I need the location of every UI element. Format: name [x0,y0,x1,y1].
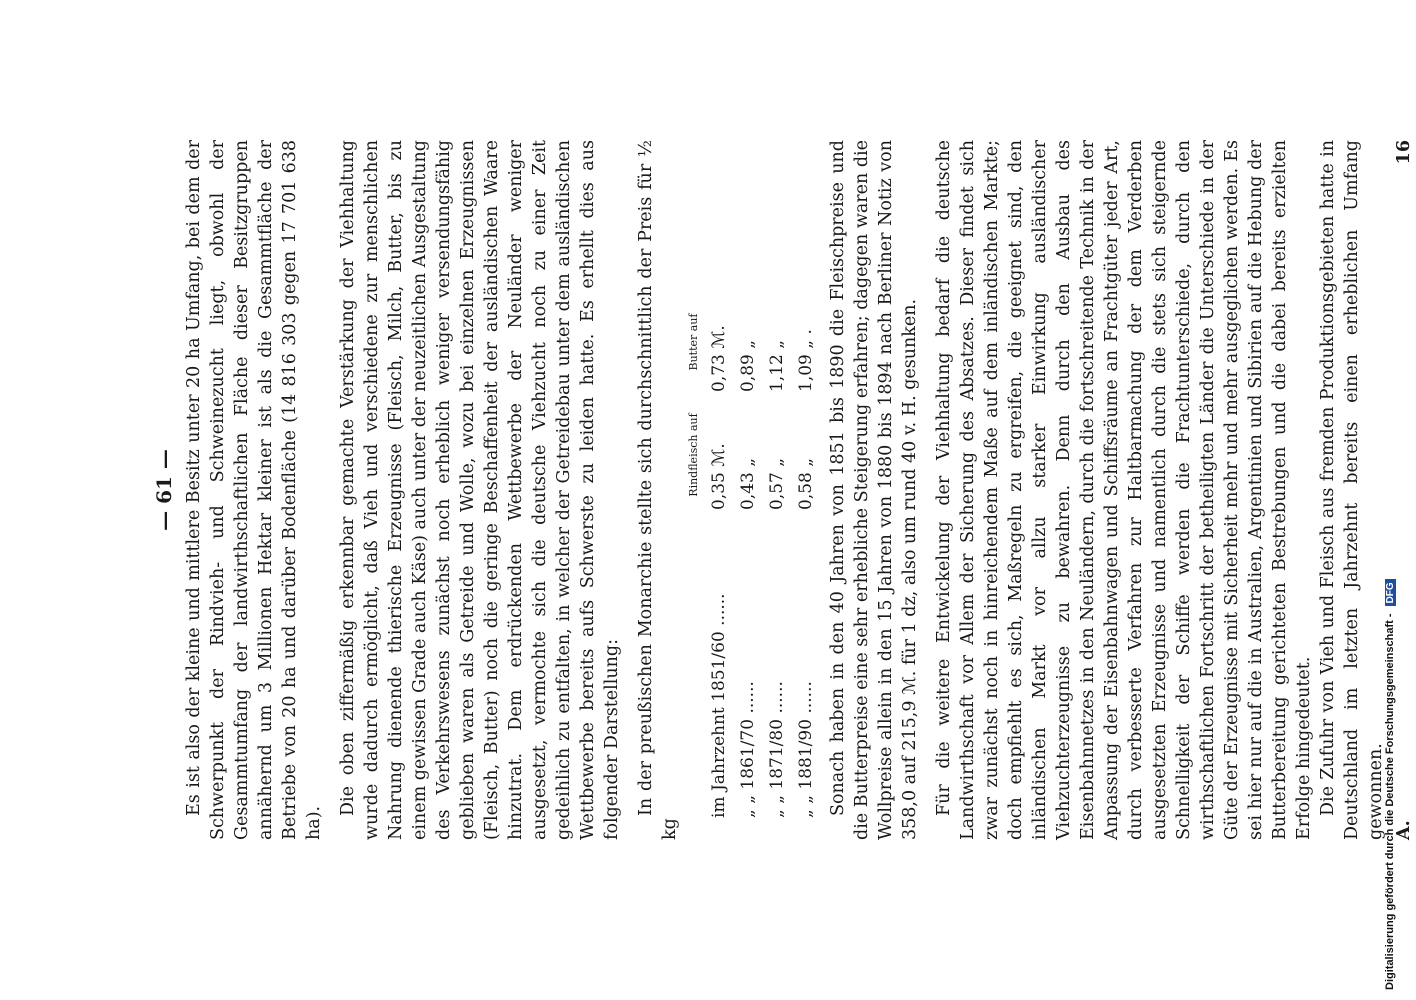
beef-price: 0,57 „ [766,457,787,510]
row-label: „ „ 1871/80 ...... [766,681,787,818]
table-header-spacer [688,514,704,822]
table-row [791,288,820,822]
digitization-text: Digitalisierung gefördert durch die Deutsche Forschungsgemeinschaft - [1384,613,1396,990]
paragraph-3: In der preußischen Monarchie stellte sich durchschnittlich der Preis für ½ kg [636,140,680,840]
table-row [704,288,733,822]
table-row [762,288,791,822]
sheet-number: 16 [1394,140,1414,165]
column-header-butter: Butter auf [687,313,700,371]
paragraph-1: Es ist also der kleine und mittlere Besitz unter 20 ha Umfang, bei dem der Schwerpunkt der Rindvieh- und Schweinezucht liegt, obwohl der Gesammtumfang der landwirthschaftlichen Fläche dieser Besitzgruppen annähernd um 3 Millionen Hektar kleiner ist als die Gesammtfläche der Betriebe von 20 ha und darüber Bodenfläche (14 816 303 gegen 17 701 638 ha). [184,140,324,840]
spacer [326,140,336,840]
butter-price: 0,73 ℳ. [708,325,729,392]
spacer [922,140,932,840]
price-table [688,288,820,822]
butter-price: 1,09 „ . [795,329,816,392]
beef-price: 0,58 „ [795,457,816,510]
column-header-beef: Rindfleisch auf [687,413,700,497]
paragraph-6: Die Zufuhr von Vieh und Fleisch aus fremden Produktionsgebieten hatte in Deutschland im letzten Jahrzehnt bereits einen erheblichen Umfang gewonnen. [1318,140,1386,840]
paragraph-4: Sonach haben in den 40 Jahren von 1851 bis 1890 die Fleischpreise und die Butterpreise eine sehr erhebliche Steigerung erfahren; dagegen waren die Wollpreise allein in den 15 Jahren von 1880 bis 1894 nach Berliner Notiz von 358,0 auf 215,9 ℳ. für 1 dz, also um rund 40 v. H. gesunken. [828,140,920,840]
paragraph-2: Die oben ziffermäßig erkennbar gemachte Verstärkung der Viehhaltung wurde dadurch ermöglicht, daß Vieh und verschiedene zur menschlichen Nahrung dienende thierische Erzeugnisse (Fleisch, Milch, Butter, bis zu einem gewissen Grade auch Käse) auch unter der neuzeitlichen Ausgestaltung des Verkehrswesens zunächst noch erheblich weniger versendungsfähig geblieben waren als Getreide und Wolle, wozu bei einzelnen Erzeugnissen (Fleisch, Butter) noch die geringe Beschaffenheit der ausländischen Waare hinzutrat. Dem erdrückenden Wettbewerbe der Neuländer weniger ausgesetzt, vermochte sich die deutsche Viehzucht noch zu einer Zeit gedeihlich zu entfalten, in welcher der Getreidebau unter dem ausländischen Wettbewerbe bereits aufs Schwerste zu leiden hatte. Es erhellt dies aus folgender Darstellung: [338,139,622,840]
beef-price: 0,35 ℳ. [708,443,729,510]
digitization-note [1384,579,1396,990]
page-header: — 61 — [152,449,176,531]
dfg-logo: DFG [1385,579,1396,606]
signature-mark: A. [1394,820,1414,840]
beef-price: 0,43 „ [737,457,758,510]
butter-price: 1,12 „ [766,339,787,392]
butter-price: 0,89 „ [737,339,758,392]
row-label: „ „ 1861/70 ...... [737,681,758,818]
table-row [733,288,762,822]
paragraph-5: Für die weitere Entwickelung der Viehhaltung bedarf die deutsche Landwirthschaft vor Allem der Sicherung des Absatzes. Dieser findet sich zwar zunächst noch in hinreichendem Maße auf dem inländischen Markte; doch empfiehlt es sich, Maßregeln zu ergreifen, die geeignet sind, den inländischen Markt vor allzu starker Einwirkung ausländischer Viehzuchterzeugnisse zu bewahren. Denn durch den Ausbau des Eisenbahnnetzes in den Neuländern, durch die fortschreitende Technik in der Anpassung der Eisenbahnwagen und Schiffsräume an Frachtgüter jeder Art, durch verbesserte Verfahren zur Haltbarmachung der dem Verderben ausgesetzten Erzeugnisse und namentlich durch die stets sich steigernde Schnelligkeit der Schiffe werden die Frachtunterschiede, durch den wirthschaftlichen Fortschritt der betheiligten Länder die Unterschiede in der Güte der Erzeugnisse mit Sicherheit mehr und mehr ausgeglichen werden. Es sei hier nur auf die in Australien, Argentinien und Sibirien auf die Hebung der Butterbereitung gerichteten Bestrebungen und die dabei bereits erzielten Erfolge hingedeutet. [934,140,1314,840]
spacer [624,140,634,840]
row-label: „ „ 1881/90 ...... [795,681,816,818]
table-header-row [688,288,704,822]
row-label: im Jahrzehnt 1851/60 ...... [708,593,729,818]
